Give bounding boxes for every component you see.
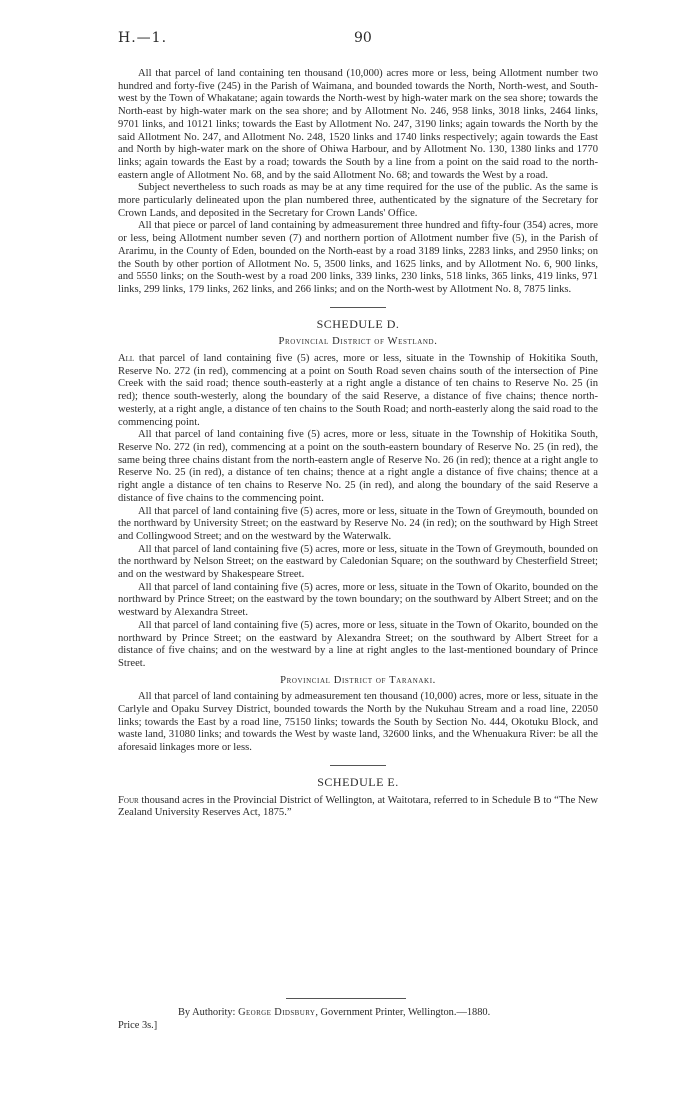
paragraph-hokitika-1 — [118, 353, 598, 429]
paragraph-waitotara — [118, 795, 598, 820]
paragraph-ararimu: All that piece or parcel of land containing by admeasurement three hundred and fifty-four (354) acres, more or less, being Allotment number seven (7) and northern portion of Allotment number five (5), in the Parish of Ararimu, in the County of Eden, bounded on the North-east by a road 3189 links, 2283 links, and 2950 links; on the South by other portion of Allotment No. 5, 3500 links, and 1625 links, and by Allotment No. 6, 900 links, and 5550 links; on the South-west by a road 200 links, 339 links, 230 links, 518 links, 365 links, 419 links, 971 links, 299 links, 179 links, 262 links, and 266 links; and on the North-west by Allotment No. 8, 7875 links. — [118, 220, 598, 295]
paragraph-hokitika-2: All that parcel of land containing five (5) acres, more or less, situate in the Township of Hokitika South, Reserve No. 272 (in red), commencing at a point on the south-eastern boundary of Reserve No. 25 (in red), the same being three chains distant from the north-eastern angle of Reserve No. 26 (in red); thence at a right angle to Reserve No. 25 (in red), a distance of ten chains; thence at a right angle a distance of five chains; thence at a right angle a distance of ten chains to Reserve No. 25 (in red), and along the boundary of the said Reserve a distance of five chains to the commencing point. — [118, 429, 598, 504]
page-header — [118, 30, 598, 52]
schedule-e-heading: SCHEDULE E. — [317, 774, 399, 789]
schedule-d-heading: SCHEDULE D. — [316, 316, 400, 331]
printer-imprint — [178, 1007, 490, 1018]
paragraph-greymouth-2: All that parcel of land containing five (5) acres, more or less, situate in the Town of Greymouth, bounded on the northward by Nelson Street; on the eastward by Caledonian Square; on the southward by Chesterfield Street; and on the westward by Shakespeare Street. — [118, 543, 598, 581]
taranaki-heading: Provincial District of Taranaki. — [280, 674, 436, 686]
paragraph-waimana: All that parcel of land containing ten thousand (10,000) acres more or less, being Allotment number two hundred and forty-five (245) in the Parish of Waimana, and bounded towards the North, North-west, and South-west by the Town of Whakatane; again towards the North-west by high-water mark on the sea shore; towards the North-east by high-water mark on the sea shore; and by Allotment No. 246, 958 links, 3018 links, 2464 links, 9701 links, and 10121 links; towards the East by Allotment No. 247, 3190 links; again towards the North by the said Allotment No. 247, and Allotment No. 248, 1520 links and 1740 links respectively; again towards the East and North by high-water mark on the shore of Ohiwa Harbour, and by Allotment No. 130, 1380 links and 1770 links; again towards the East by a road; towards the South by a line from a point on the said road to the north-eastern angle of Allotment No. 68, and by the said Allotment No. 68; and towards the West by a road. — [118, 68, 598, 181]
section-divider — [330, 765, 386, 766]
printer-name: George Didsbury — [238, 1007, 316, 1018]
paragraph-lead-word: Four — [118, 794, 139, 806]
paragraph-okarito-2: All that parcel of land containing five (5) acres, more or less, situate in the Town of Okarito, bounded on the northward by Prince Street; on the eastward by Alexandra Street; on the southward by Albert Street for a distance of five chains; and on the westward by a line at right angles to the last-mentioned boundary of Prince Street. — [118, 619, 598, 669]
paragraph-lead-word: All — [118, 353, 135, 365]
page-number: 90 — [354, 30, 372, 46]
footer-divider — [286, 998, 406, 999]
paragraph-subject-roads: Subject nevertheless to such roads as may be at any time required for the use of the public. As the same is more particularly delineated upon the plan numbered three, authenticated by the signature of the Secretary for Crown Lands, and deposited in the Secretary for Crown Lands' Office. — [118, 182, 598, 219]
westland-heading: Provincial District of Westland. — [278, 336, 438, 348]
document-body — [118, 68, 598, 820]
section-divider — [330, 307, 386, 308]
price-label: Price 3s.] — [118, 1020, 158, 1031]
printer-details: , Government Printer, Wellington.—1880. — [315, 1007, 491, 1018]
paragraph-text: that parcel of land containing five (5) acres, more or less, situate in the Township of Hokitika South, Reserve No. 272 (in red), commencing at a point on South Road seven chains south of the intersection of Pine Creek with the said road; thence south-easterly at a right angle a distance of ten chains to Reserve No. 25 (in red); thence south-westerly, along the boundary of the said Reserve, a distance of five chains; thence north-westerly, at a right angle, a distance of ten chains to the South Road; and north-easterly along the said road to the commencing point. — [118, 353, 598, 428]
imprint-footer — [118, 998, 598, 1038]
paper-reference: H.—1. — [118, 30, 168, 46]
paragraph-greymouth-1: All that parcel of land containing five (5) acres, more or less, situate in the Town of Greymouth, bounded on the northward by University Street; on the eastward by Reserve No. 24 (in red); on the southward by High Street and Collingwood Street; and on the westward by the Waterwalk. — [118, 505, 598, 542]
paragraph-text: thousand acres in the Provincial District of Wellington, at Waitotara, referred to in Schedule B to “The New Zealand University Reserves Act, 1875.” — [118, 794, 598, 819]
paragraph-okarito-1: All that parcel of land containing five (5) acres, more or less, situate in the Town of Okarito, bounded on the northward by Prince Street; on the eastward by the town boundary; on the southward by Albert Street; and on the westward by Alexandra Street. — [118, 581, 598, 619]
paragraph-taranaki: All that parcel of land containing by admeasurement ten thousand (10,000) acres, more or less, situate in the Carlyle and Opaku Survey District, bounded towards the North by the Nukuhau Stream and a road line, 22050 links; towards the East by a road line, 75150 links; towards the South by Section No. 444, Okotuku Block, and waste land, 31080 links; and towards the West by waste land, 32600 links, and the Whenuakura River: be all the aforesaid linkages more or less. — [118, 691, 598, 754]
authority-label: By Authority: — [178, 1007, 236, 1018]
